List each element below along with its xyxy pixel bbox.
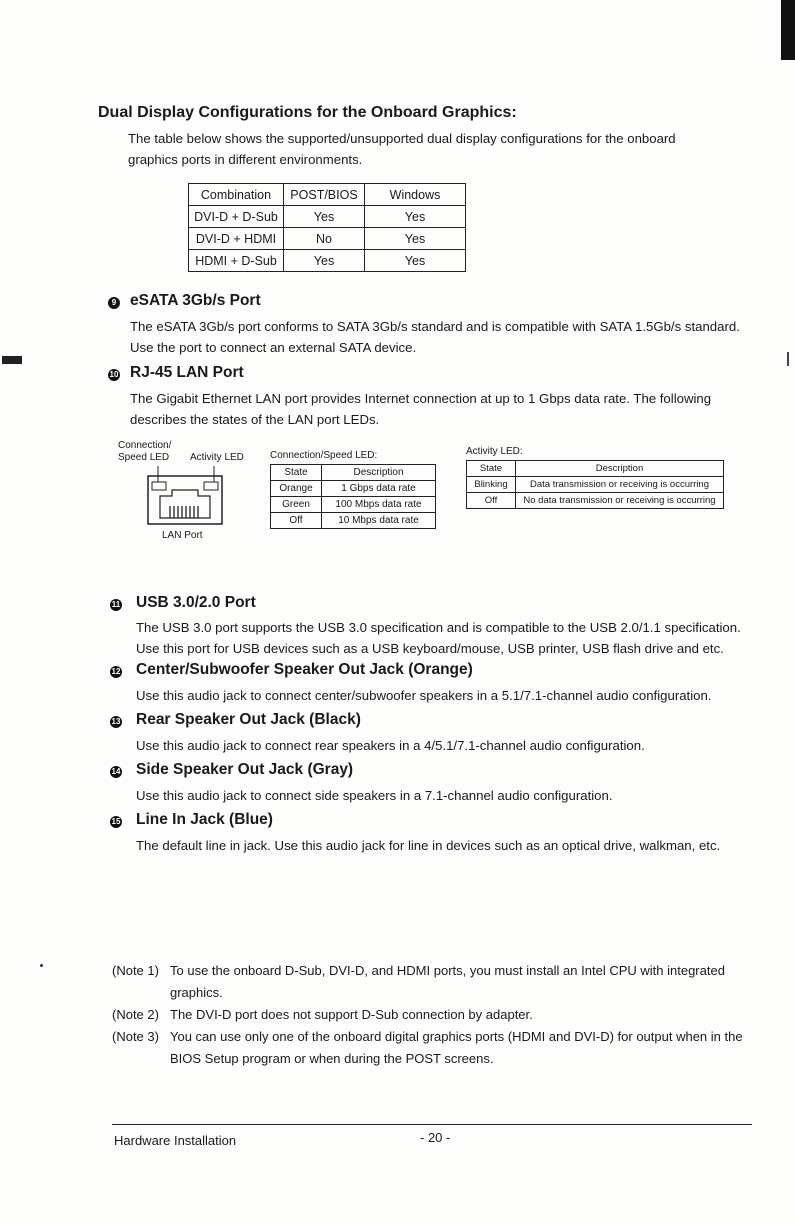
item-number-badge: 9 — [108, 297, 120, 309]
table-cell: Yes — [365, 206, 466, 228]
item-number-badge: 13 — [111, 717, 121, 726]
note-text: The DVI-D port does not support D-Sub connection by adapter. — [170, 1007, 533, 1022]
side-edge-mark — [787, 352, 789, 366]
table-cell: No — [284, 228, 365, 250]
table-header-row — [271, 465, 436, 481]
table-cell: DVI-D + D-Sub — [189, 206, 284, 228]
table-header-cell: POST/BIOS — [284, 184, 365, 206]
table-cell: Off — [467, 493, 516, 509]
item-title-rear: Rear Speaker Out Jack (Black) — [136, 711, 361, 728]
footer-section: Hardware Installation — [114, 1133, 237, 1148]
table-header-cell: State — [271, 465, 322, 481]
note-text: To use the onboard D-Sub, DVI-D, and HDMI ports, you must install an Intel CPU with integrated graphics. — [170, 963, 725, 1000]
table-header-cell: Windows — [365, 184, 466, 206]
table-header-row — [189, 184, 466, 206]
item-text-usb: The USB 3.0 port supports the USB 3.0 specification and is compatible to the USB 2.0/1.1 specification. Use this port for USB devices such as a USB keyboard/mouse, USB printer, USB flash drive and etc. — [136, 620, 741, 656]
speed-table-caption: Connection/Speed LED: — [270, 450, 378, 461]
table-cell: 1 Gbps data rate — [322, 481, 436, 497]
activity-led-label: Activity LED — [190, 452, 244, 463]
table-header-cell: Description — [322, 465, 436, 481]
item-number-badge: 11 — [111, 600, 121, 609]
table-cell: 100 Mbps data rate — [322, 497, 436, 513]
intro-text: The table below shows the supported/unsupported dual display configurations for the onboard graphics ports in different environments. — [128, 131, 676, 167]
item-text-esata: The eSATA 3Gb/s port conforms to SATA 3Gb/s standard and is compatible with SATA 1.5Gb/s standard. Use the port to connect an external SATA device. — [130, 319, 740, 355]
item-text-center-sub: Use this audio jack to connect center/subwoofer speakers in a 5.1/7.1-channel audio configuration. — [136, 688, 712, 703]
note-label: (Note 3) — [112, 1029, 159, 1044]
table-header-cell: Combination — [189, 184, 284, 206]
table-cell: Blinking — [467, 477, 516, 493]
table-row — [467, 493, 724, 509]
table-cell: Off — [271, 513, 322, 529]
table-cell: Green — [271, 497, 322, 513]
table-row — [467, 477, 724, 493]
item-number-badge: 12 — [111, 667, 121, 676]
lan-port-illustration — [146, 466, 226, 526]
table-cell: Yes — [284, 206, 365, 228]
item-text-side: Use this audio jack to connect side speakers in a 7.1-channel audio configuration. — [136, 788, 613, 803]
footer-rule — [112, 1124, 752, 1125]
dual-display-table — [188, 183, 466, 272]
note-label: (Note 1) — [112, 963, 159, 978]
table-row — [189, 206, 466, 228]
table-cell: HDMI + D-Sub — [189, 250, 284, 272]
item-title-esata: eSATA 3Gb/s Port — [130, 292, 261, 309]
section-title: Dual Display Configurations for the Onboard Graphics: — [98, 104, 517, 121]
activity-table-caption: Activity LED: — [466, 446, 523, 457]
lan-port-label: LAN Port — [162, 530, 203, 541]
conn-speed-led-label: Connection/ Speed LED — [118, 440, 172, 463]
table-row — [271, 497, 436, 513]
item-number-badge: 15 — [111, 817, 121, 826]
activity-led-table — [466, 460, 724, 509]
table-cell: Yes — [365, 228, 466, 250]
note-label: (Note 2) — [112, 1007, 159, 1022]
side-tab-mark — [2, 356, 22, 364]
note-text: You can use only one of the onboard digital graphics ports (HDMI and DVI-D) for output when in the BIOS Setup program or when during the POST screens. — [170, 1029, 743, 1066]
item-text-line-in: The default line in jack. Use this audio jack for line in devices such as an optical drive, walkman, etc. — [136, 838, 721, 853]
table-cell: Yes — [284, 250, 365, 272]
table-row — [189, 250, 466, 272]
item-text-rear: Use this audio jack to connect rear speakers in a 4/5.1/7.1-channel audio configuration. — [136, 738, 645, 753]
scan-dot — [40, 964, 43, 967]
table-row — [271, 513, 436, 529]
item-text-lan: The Gigabit Ethernet LAN port provides Internet connection at up to 1 Gbps data rate. The following describes the states of the LAN port LEDs. — [130, 391, 712, 427]
item-title-lan: RJ-45 LAN Port — [130, 364, 244, 381]
item-title-center-sub: Center/Subwoofer Speaker Out Jack (Orange) — [136, 661, 473, 678]
table-row — [189, 228, 466, 250]
table-cell: DVI-D + HDMI — [189, 228, 284, 250]
item-number-badge: 10 — [109, 370, 119, 379]
table-row — [271, 481, 436, 497]
table-cell: 10 Mbps data rate — [322, 513, 436, 529]
item-title-side: Side Speaker Out Jack (Gray) — [136, 761, 354, 778]
table-cell: Data transmission or receiving is occurring — [516, 477, 724, 493]
speed-led-table — [270, 464, 436, 529]
table-header-cell: State — [467, 461, 516, 477]
item-title-usb: USB 3.0/2.0 Port — [136, 594, 256, 611]
table-cell: No data transmission or receiving is occurring — [516, 493, 724, 509]
item-number-badge: 14 — [111, 767, 121, 776]
page-number: - 20 - — [420, 1130, 451, 1145]
table-header-cell: Description — [516, 461, 724, 477]
table-cell: Yes — [365, 250, 466, 272]
table-header-row — [467, 461, 724, 477]
table-cell: Orange — [271, 481, 322, 497]
item-title-line-in: Line In Jack (Blue) — [136, 811, 273, 828]
scan-edge-mark — [781, 0, 795, 60]
